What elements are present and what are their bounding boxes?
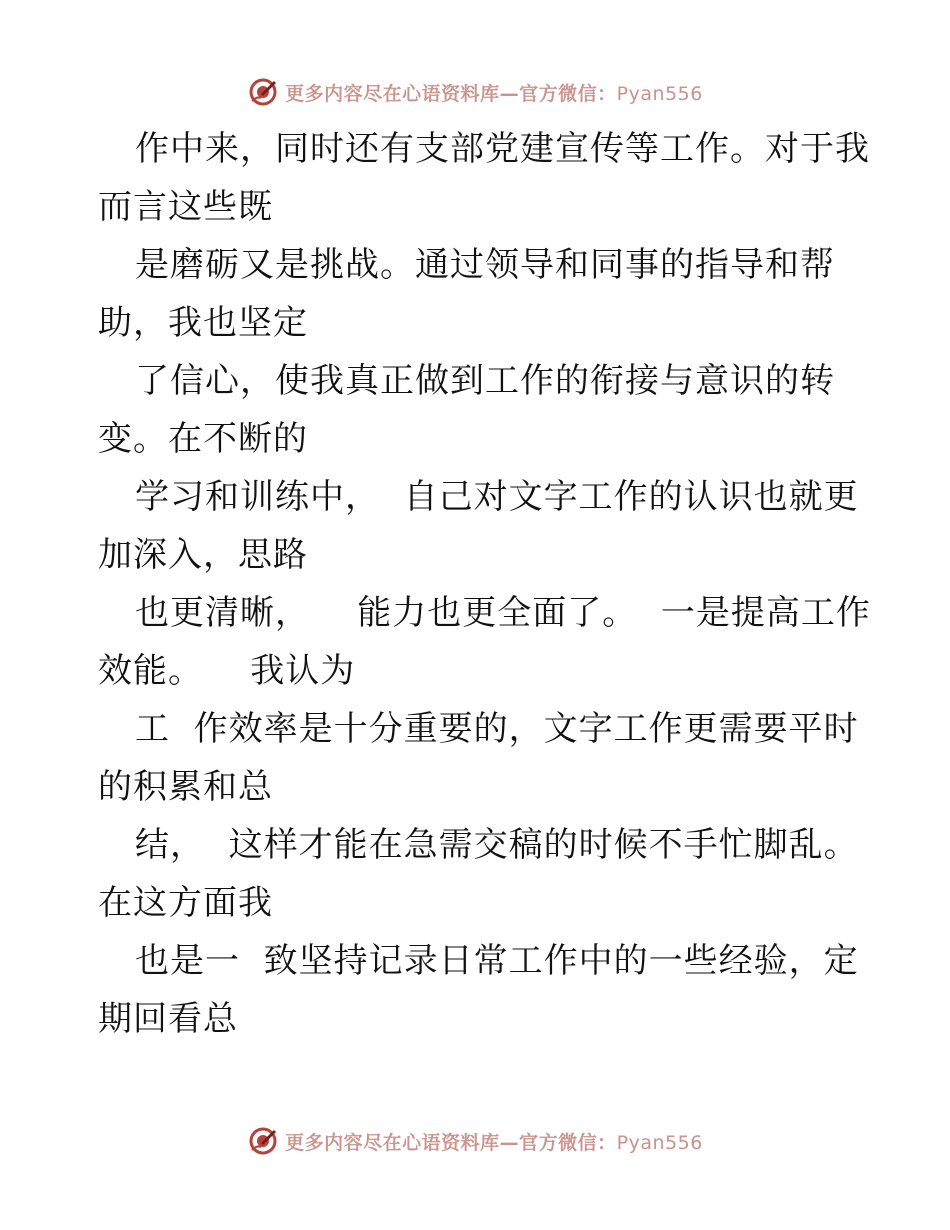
body-line: 在这方面我 [98,883,273,923]
body-line: 而言这些既 [98,187,273,227]
body-line: 也是一 致坚持记录日常工作中的一些经验，定 [135,941,859,981]
pen-logo-icon [247,76,279,108]
body-line: 变。在不断的 [98,419,308,459]
header-banner-text [285,79,703,106]
body-line: 也更清晰， 能力也更全面了。 一是提高工作 [135,593,871,633]
body-line: 加深入，思路 [98,535,308,575]
header-banner [0,72,950,112]
body-line: 效能。 我认为 [98,651,356,691]
body-line: 了信心，使我真正做到工作的衔接与意识的转 [135,361,835,401]
body-line: 是磨砺又是挑战。通过领导和同事的指导和帮 [135,245,835,285]
body-line: 的积累和总 [98,767,273,807]
footer-banner-text [285,1128,703,1155]
document-body [98,120,871,1048]
body-line: 作中来，同时还有支部党建宣传等工作。对于我 [135,129,870,169]
pen-logo-icon [247,1125,279,1157]
footer-banner-id: Pyan556 [616,1131,703,1154]
body-line: 助，我也坚定 [98,303,308,343]
body-line: 工 作效率是十分重要的，文字工作更需要平时 [135,709,859,749]
body-line: 学习和训练中， 自己对文字工作的认识也就更 [135,477,859,517]
footer-banner [0,1121,950,1161]
body-line: 期回看总 [98,999,238,1039]
header-banner-id: Pyan556 [616,82,703,105]
body-line: 结， 这样才能在急需交稿的时候不手忙脚乱。 [135,825,859,865]
footer-banner-main: 更多内容尽在心语资料库—官方微信： [285,1131,617,1154]
header-banner-main: 更多内容尽在心语资料库—官方微信： [285,82,617,105]
